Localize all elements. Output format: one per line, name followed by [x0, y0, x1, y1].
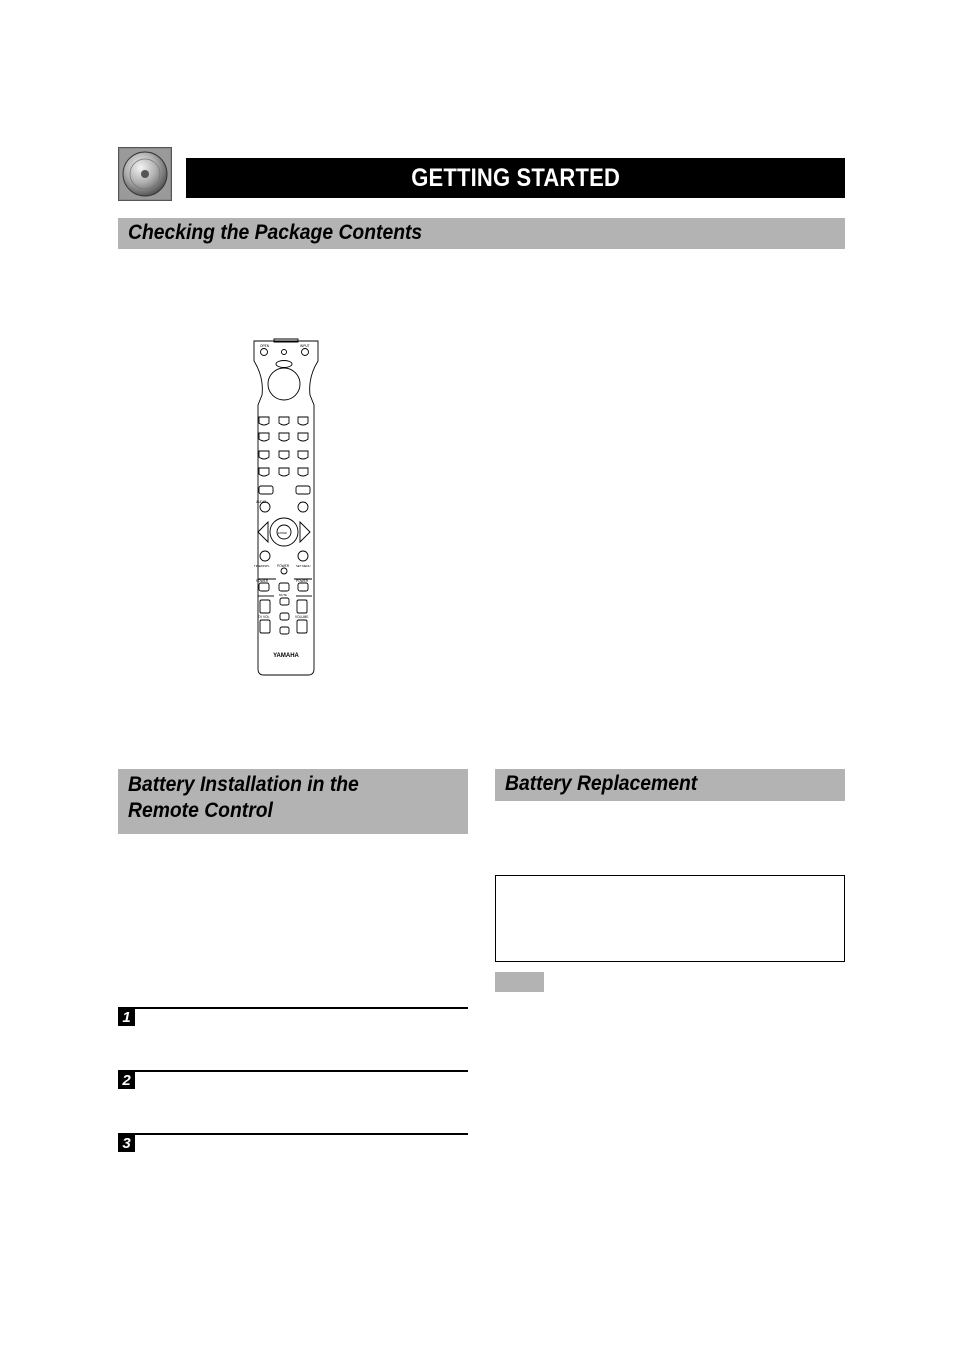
section-heading-battery-installation: Battery Installation in the Remote Control	[118, 769, 468, 834]
remote-label-power-right: POWER	[296, 579, 309, 583]
note-tag	[495, 972, 544, 992]
remote-label-volume: VOLUME	[295, 615, 309, 619]
chapter-icon	[118, 147, 172, 201]
remote-label-top-left: OPEN	[260, 344, 270, 348]
remote-label-top-right: INPUT	[300, 344, 310, 348]
step-number-1: 1	[118, 1009, 135, 1026]
step-divider	[118, 1007, 468, 1009]
caution-box	[495, 875, 845, 962]
remote-label-setup-menu: SET MENU	[296, 564, 311, 568]
disc-icon	[119, 148, 171, 200]
remote-brand-logo: YAMAHA	[273, 653, 299, 659]
remote-label-title-menu: TIME/DISPL	[254, 564, 270, 568]
remote-label-audio: AUDIO	[256, 500, 267, 504]
section-heading-battery-replacement: Battery Replacement	[495, 769, 845, 801]
remote-control-illustration	[250, 337, 322, 678]
remote-label-tv-vol: TV VOL	[258, 615, 270, 619]
step-number-2: 2	[118, 1072, 135, 1089]
remote-label-power-mid: POWER	[277, 564, 290, 568]
step-number-3: 3	[118, 1135, 135, 1152]
remote-label-enter: ENTER	[278, 532, 287, 535]
remote-label-power-left: POWER	[256, 579, 269, 583]
remote-label-mute: MUTE	[279, 593, 287, 597]
chapter-title: GETTING STARTED	[186, 158, 845, 198]
step-divider	[118, 1133, 468, 1135]
section-heading-package-contents: Checking the Package Contents	[118, 218, 845, 249]
step-divider	[118, 1070, 468, 1072]
